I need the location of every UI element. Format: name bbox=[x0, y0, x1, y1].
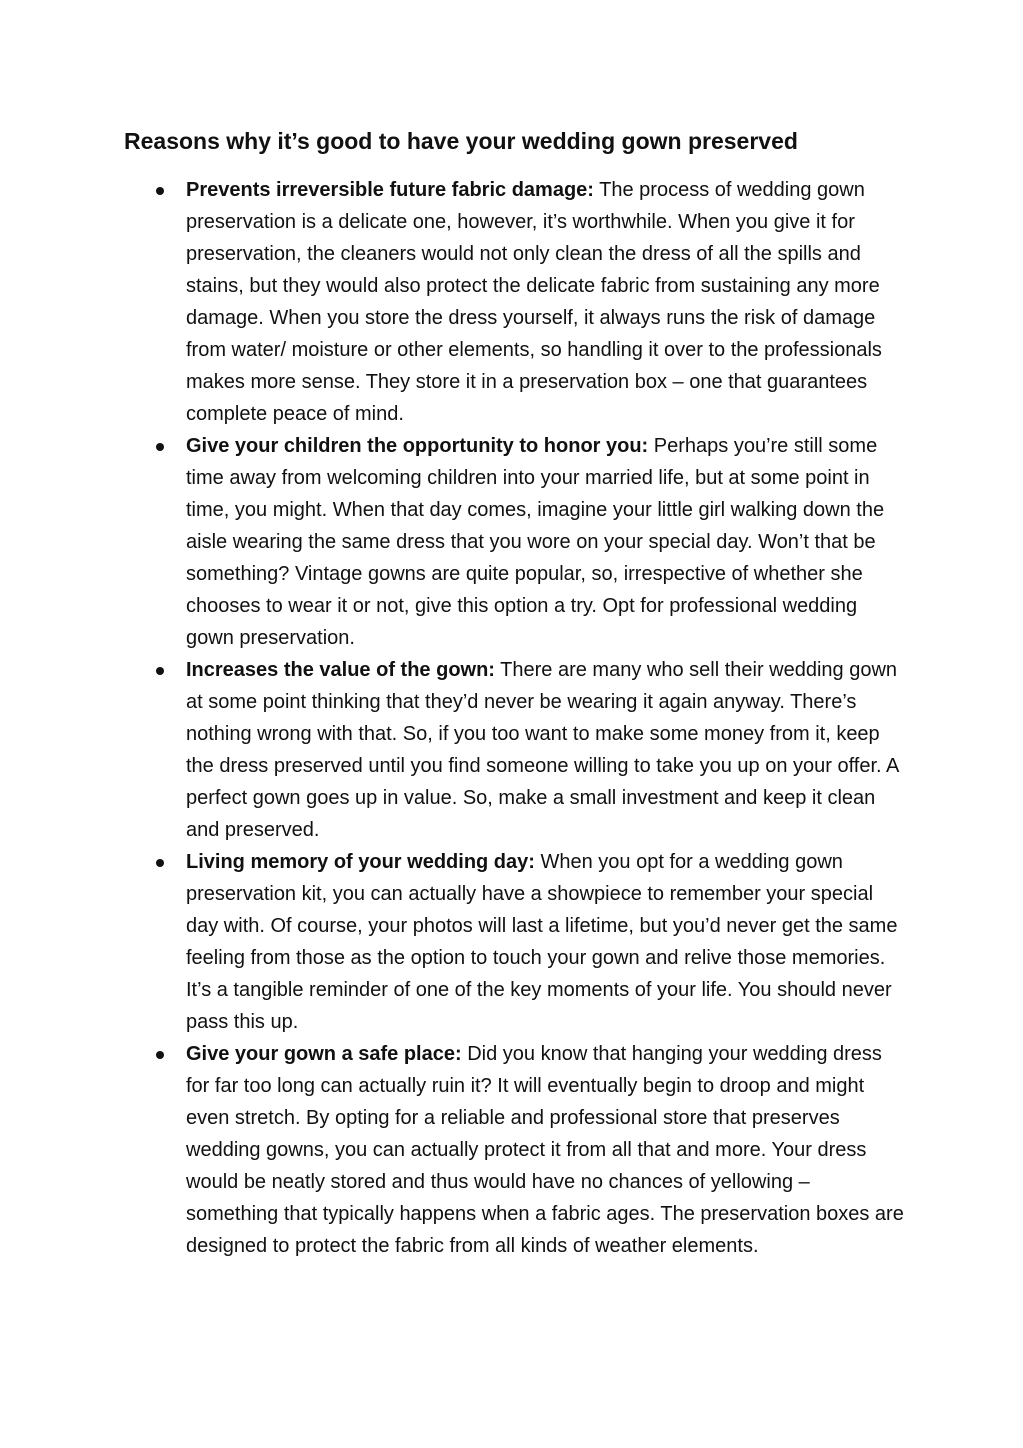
list-item-text: Did you know that hanging your wedding dress for far too long can actually ruin it? It will eventually begin to droop and might even stretch. By opting for a reliable and professional store that preserves wedding gowns, you can actually protect it from all that and more. Your dress would be neatly stored and thus would have no chances of yellowing – something that typically happens when a fabric ages. The preservation boxes are designed to protect the fabric from all kinds of weather elements. bbox=[186, 1043, 904, 1257]
list-item-text: When you opt for a wedding gown preservation kit, you can actually have a showpiece to remember your special day with. Of course, your photos will last a lifetime, but you’d never get the same feeling from those as the option to touch your gown and relive those memories. It’s a tangible reminder of one of the key moments of your life. You should never pass this up. bbox=[186, 851, 898, 1033]
list-item bbox=[186, 1038, 904, 1262]
list-item-text: There are many who sell their wedding gown at some point thinking that they’d never be wearing it again anyway. There’s nothing wrong with that. So, if you too want to make some money from it, keep the dress preserved until you find someone willing to take you up on your offer. A perfect gown goes up in value. So, make a small investment and keep it clean and preserved. bbox=[186, 659, 899, 841]
document-title: Reasons why it’s good to have your wedding gown preserved bbox=[124, 128, 798, 154]
bullet-icon bbox=[156, 187, 164, 195]
list-item-text: Perhaps you’re still some time away from welcoming children into your married life, but at some point in time, you might. When that day comes, imagine your little girl walking down the aisle wearing the same dress that you wore on your special day. Won’t that be something? Vintage gowns are quite popular, so, irrespective of whether she chooses to wear it or not, give this option a try. Opt for professional wedding gown preservation. bbox=[186, 435, 885, 649]
list-item-heading: Increases the value of the gown: bbox=[186, 659, 495, 681]
list-item bbox=[186, 430, 904, 654]
bullet-icon bbox=[156, 1051, 164, 1059]
bullet-icon bbox=[156, 859, 164, 867]
list-item-text: The process of wedding gown preservation is a delicate one, however, it’s worthwhile. When you give it for preservation, the cleaners would not only clean the dress of all the spills and stains, but they would also protect the delicate fabric from sustaining any more damage. When you store the dress yourself, it always runs the risk of damage from water/ moisture or other elements, so handling it over to the professionals makes more sense. They store it in a preservation box – one that guarantees complete peace of mind. bbox=[186, 179, 882, 425]
reasons-list bbox=[186, 174, 904, 1262]
bullet-icon bbox=[156, 667, 164, 675]
list-item bbox=[186, 654, 904, 846]
list-item-heading: Give your children the opportunity to honor you: bbox=[186, 435, 649, 457]
list-item-heading: Give your gown a safe place: bbox=[186, 1043, 462, 1065]
bullet-icon bbox=[156, 443, 164, 451]
list-item bbox=[186, 174, 904, 430]
list-item-heading: Prevents irreversible future fabric damage: bbox=[186, 179, 594, 201]
list-item-heading: Living memory of your wedding day: bbox=[186, 851, 535, 873]
list-item bbox=[186, 846, 904, 1038]
